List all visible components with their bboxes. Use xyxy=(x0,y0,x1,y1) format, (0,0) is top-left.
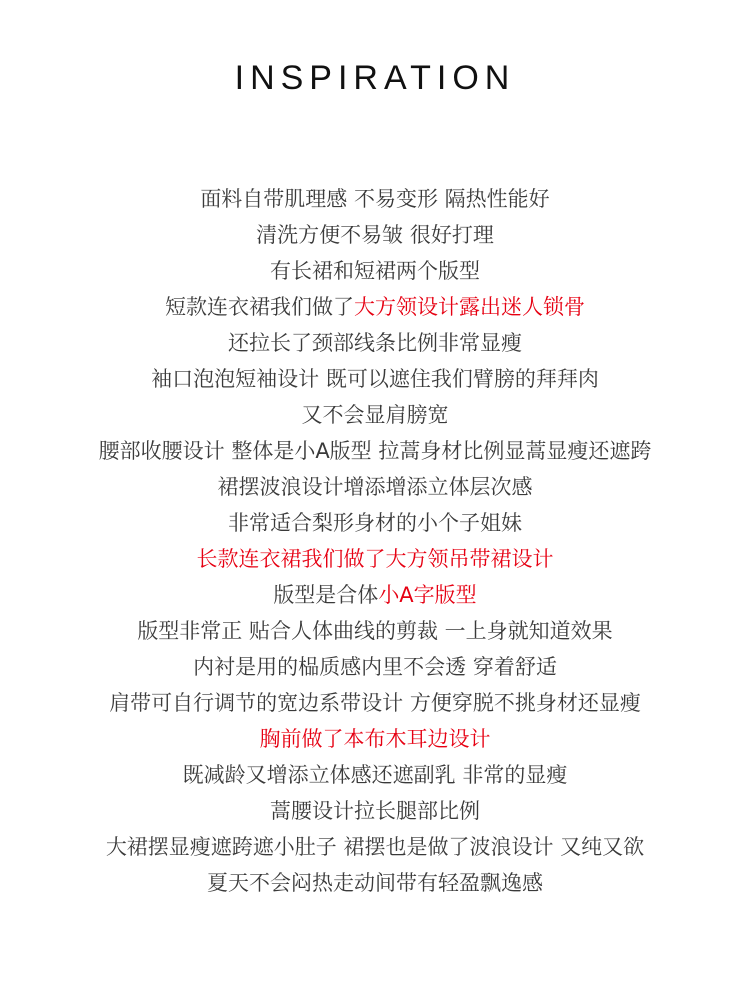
description-line xyxy=(0,397,750,433)
body-text: 有长裙和短裙两个版型 xyxy=(270,259,480,283)
body-text: 短款连衣裙我们做了 xyxy=(165,295,354,319)
description-line xyxy=(0,577,750,613)
description-line xyxy=(0,541,750,577)
description-line xyxy=(0,649,750,685)
body-text: 大裙摆显瘦遮跨遮小肚子 裙摆也是做了波浪设计 又纯又欲 xyxy=(105,835,645,859)
description-line xyxy=(0,865,750,901)
body-text: 腰部收腰设计 整体是小A版型 拉蒿身材比例显蒿显瘦还遮跨 xyxy=(98,439,652,463)
body-text: 面料自带肌理感 不易变形 隔热性能好 xyxy=(200,187,550,211)
description-line xyxy=(0,757,750,793)
body-text: 蒿腰设计拉长腿部比例 xyxy=(270,799,480,823)
description-line xyxy=(0,505,750,541)
body-text: 还拉长了颈部线条比例非常显瘦 xyxy=(228,331,522,355)
description-line xyxy=(0,361,750,397)
description-line xyxy=(0,829,750,865)
body-text: 肩带可自行调节的宽边系带设计 方便穿脱不挑身材还显瘦 xyxy=(109,691,641,715)
body-text: 夏天不会闷热走动间带有轻盈飘逸感 xyxy=(207,871,543,895)
highlighted-text: 小A字版型 xyxy=(378,583,477,607)
body-text: 版型非常正 贴合人体曲线的剪裁 一上身就知道效果 xyxy=(137,619,613,643)
description-text-block xyxy=(0,181,750,901)
highlighted-text: 长款连衣裙我们做了大方领吊带裙设计 xyxy=(196,547,554,571)
highlighted-text: 大方领设计露出迷人锁骨 xyxy=(354,295,585,319)
description-line xyxy=(0,217,750,253)
body-text: 非常适合梨形身材的小个子姐妹 xyxy=(228,511,522,535)
body-text: 既减龄又增添立体感还遮副乳 非常的显瘦 xyxy=(182,763,568,787)
description-line xyxy=(0,469,750,505)
description-line xyxy=(0,613,750,649)
description-line xyxy=(0,433,750,469)
description-line xyxy=(0,181,750,217)
description-line xyxy=(0,793,750,829)
description-line xyxy=(0,289,750,325)
description-line xyxy=(0,721,750,757)
body-text: 版型是合体 xyxy=(273,583,379,607)
description-line xyxy=(0,685,750,721)
body-text: 袖口泡泡短袖设计 既可以遮住我们臂膀的拜拜肉 xyxy=(151,367,599,391)
body-text: 内衬是用的榀质感内里不会透 穿着舒适 xyxy=(193,655,557,679)
page-title: INSPIRATION xyxy=(234,59,516,97)
body-text: 裙摆波浪设计增添增添立体层次感 xyxy=(217,475,533,499)
body-text: 清洗方便不易皱 很好打理 xyxy=(256,223,494,247)
description-line xyxy=(0,253,750,289)
highlighted-text: 胸前做了本布木耳边设计 xyxy=(259,727,491,751)
body-text: 又不会显肩膀宽 xyxy=(301,403,449,427)
description-line xyxy=(0,325,750,361)
